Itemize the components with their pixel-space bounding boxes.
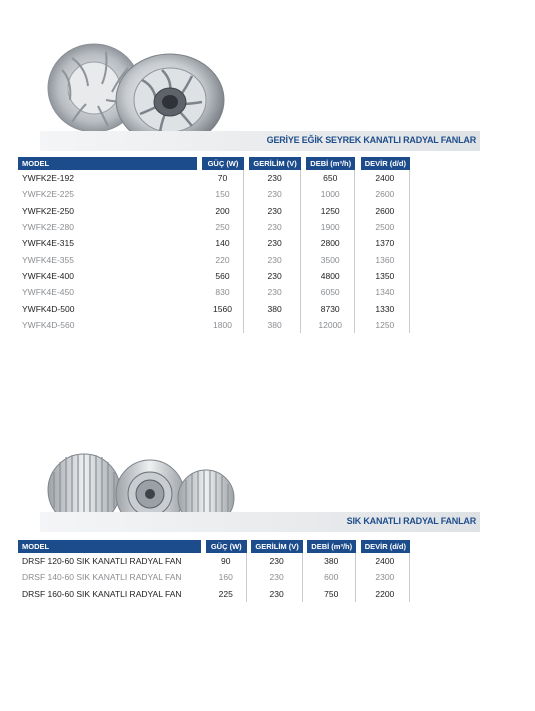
table-header-row (18, 157, 410, 170)
spec-table-backward-curved (18, 157, 410, 333)
table-row (18, 235, 410, 251)
header-power: GÜÇ (W) (202, 157, 244, 170)
voltage-cell: 230 (249, 186, 300, 202)
power-cell: 560 (202, 268, 244, 284)
model-cell: YWFK2E-192 (22, 173, 74, 184)
header-voltage: GERİLİM (V) (249, 157, 300, 170)
voltage-cell: 230 (249, 219, 300, 235)
table-row (18, 268, 410, 284)
flow-cell: 1250 (306, 203, 355, 219)
flow-cell: 1000 (306, 186, 355, 202)
spec-table-forward-curved (18, 540, 410, 602)
table-row (18, 284, 410, 300)
rpm-cell: 1370 (361, 235, 410, 251)
voltage-cell: 230 (249, 203, 300, 219)
power-cell: 90 (206, 553, 247, 569)
model-cell: YWFK4E-355 (22, 254, 74, 265)
model-cell: YWFK4E-315 (22, 238, 74, 249)
rpm-cell: 1330 (361, 300, 410, 316)
voltage-cell: 230 (249, 268, 300, 284)
rpm-cell: 2400 (361, 553, 410, 569)
model-cell: DRSF 140-60 SIK KANATLI RADYAL FAN (22, 572, 182, 583)
rpm-cell: 2500 (361, 219, 410, 235)
flow-cell: 2800 (306, 235, 355, 251)
rpm-cell: 2400 (361, 170, 410, 186)
table-row (18, 586, 410, 602)
model-cell: DRSF 120-60 SIK KANATLI RADYAL FAN (22, 556, 182, 567)
header-rpm: DEVİR (d/d) (361, 540, 410, 553)
power-cell: 220 (202, 251, 244, 267)
rpm-cell: 2300 (361, 569, 410, 585)
header-flow: DEBİ (m³/h) (306, 157, 355, 170)
table-row (18, 569, 410, 585)
power-cell: 160 (206, 569, 247, 585)
flow-cell: 750 (307, 586, 356, 602)
rpm-cell: 2600 (361, 186, 410, 202)
flow-cell: 3500 (306, 251, 355, 267)
header-model: MODEL (18, 540, 201, 553)
table-row (18, 300, 410, 316)
section-forward-curved-fans (0, 440, 535, 620)
power-cell: 250 (202, 219, 244, 235)
header-power: GÜÇ (W) (206, 540, 247, 553)
power-cell: 70 (202, 170, 244, 186)
rpm-cell: 1360 (361, 251, 410, 267)
voltage-cell: 230 (251, 569, 302, 585)
model-cell: YWFK4E-450 (22, 287, 74, 298)
header-model: MODEL (18, 157, 197, 170)
voltage-cell: 380 (249, 317, 300, 333)
power-cell: 1800 (202, 317, 244, 333)
table-row (18, 317, 410, 333)
model-cell: DRSF 160-60 SIK KANATLI RADYAL FAN (22, 588, 182, 599)
table-header-row (18, 540, 410, 553)
power-cell: 150 (202, 186, 244, 202)
power-cell: 140 (202, 235, 244, 251)
flow-cell: 600 (307, 569, 356, 585)
voltage-cell: 380 (249, 300, 300, 316)
model-cell: YWFK4E-400 (22, 270, 74, 281)
flow-cell: 380 (307, 553, 356, 569)
header-rpm: DEVİR (d/d) (361, 157, 410, 170)
voltage-cell: 230 (251, 553, 302, 569)
section-title-banner (40, 512, 480, 532)
power-cell: 1560 (202, 300, 244, 316)
rpm-cell: 1350 (361, 268, 410, 284)
table-row (18, 251, 410, 267)
flow-cell: 8730 (306, 300, 355, 316)
flow-cell: 1900 (306, 219, 355, 235)
section-title-banner (40, 131, 480, 151)
rpm-cell: 2200 (361, 586, 410, 602)
header-voltage: GERİLİM (V) (251, 540, 302, 553)
model-cell: YWFK4D-560 (22, 319, 75, 330)
section-title: GERİYE EĞİK SEYREK KANATLI RADYAL FANLAR (266, 135, 476, 145)
power-cell: 225 (206, 586, 247, 602)
section-title: SIK KANATLI RADYAL FANLAR (346, 516, 476, 526)
rpm-cell: 1340 (361, 284, 410, 300)
flow-cell: 650 (306, 170, 355, 186)
power-cell: 830 (202, 284, 244, 300)
voltage-cell: 230 (249, 170, 300, 186)
table-row (18, 203, 410, 219)
header-flow: DEBİ (m³/h) (307, 540, 356, 553)
rpm-cell: 2600 (361, 203, 410, 219)
voltage-cell: 230 (251, 586, 302, 602)
voltage-cell: 230 (249, 251, 300, 267)
table-row (18, 186, 410, 202)
flow-cell: 6050 (306, 284, 355, 300)
voltage-cell: 230 (249, 235, 300, 251)
table-row (18, 219, 410, 235)
flow-cell: 12000 (306, 317, 355, 333)
model-cell: YWFK2E-280 (22, 222, 74, 233)
table-row (18, 170, 410, 186)
voltage-cell: 230 (249, 284, 300, 300)
model-cell: YWFK4D-500 (22, 303, 75, 314)
power-cell: 200 (202, 203, 244, 219)
table-row (18, 553, 410, 569)
model-cell: YWFK2E-225 (22, 189, 74, 200)
model-cell: YWFK2E-250 (22, 205, 74, 216)
flow-cell: 4800 (306, 268, 355, 284)
rpm-cell: 1250 (361, 317, 410, 333)
